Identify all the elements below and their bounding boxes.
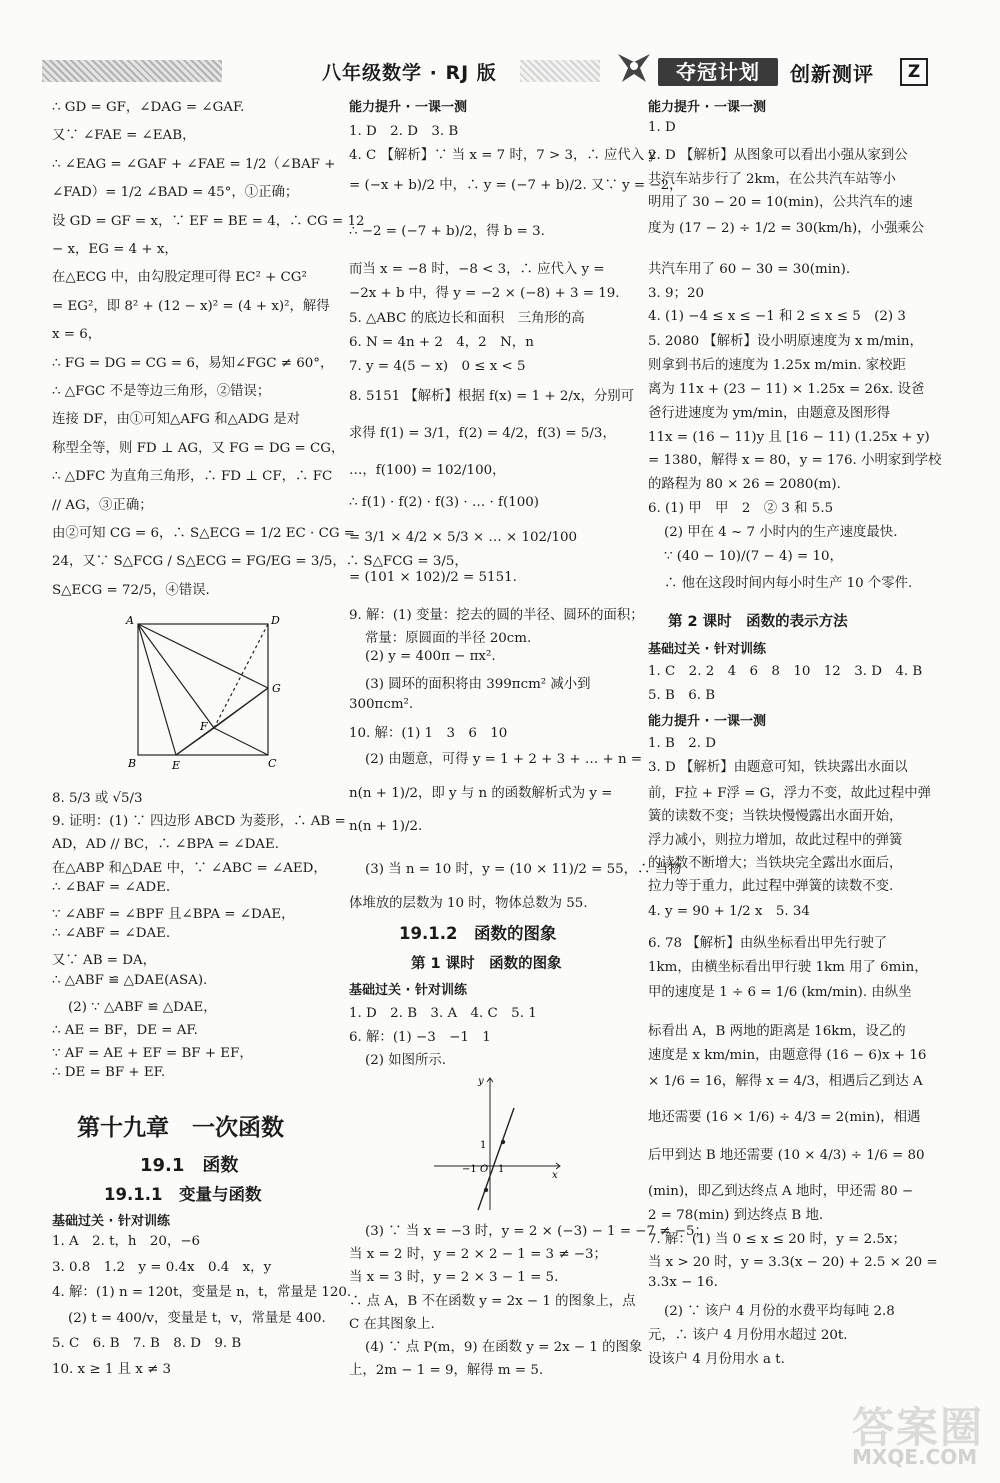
x-tick-neg-one: −1 (462, 1164, 477, 1175)
answer-line: 的路程为 80 × 26 = 2080(m). (648, 477, 841, 492)
brand-subtitle: 创新测评 (790, 62, 874, 86)
answer-line: (min)，即乙到达终点 A 地时，甲还需 80 − (648, 1184, 914, 1199)
answer-line: 10. 解：(1) 1 3 6 10 (349, 726, 508, 741)
answer-line: 速度是 x km/min，由题意得 (16 − 6)x + 16 (648, 1048, 927, 1063)
answer-line: ∴ 他在这段时间内每小时生产 10 个零件. (664, 576, 913, 591)
answer-line: 爸行进速度为 ym/min，由题意及图形得 (648, 406, 891, 421)
answer-line: 7. y = 4(5 − x) 0 ≤ x < 5 (349, 359, 526, 374)
answer-line: 1. D 2. D 3. B (349, 124, 459, 139)
answer-line: 3. 0.8 1.2 y = 0.4x 0.4 x，y (52, 1259, 272, 1275)
answer-line: ∵ AF = AE + EF = BF + EF， (52, 1046, 253, 1062)
x-axis-label: x (552, 1170, 558, 1181)
answer-line: (2) 甲在 4 ~ 7 小时内的生产速度最快. (664, 525, 898, 540)
header-decoration-left (42, 60, 222, 82)
answer-line: 4. (1) −4 ≤ x ≤ −1 和 2 ≤ x ≤ 5 (2) 3 (648, 309, 906, 324)
answer-line: (3) ∵ 当 x = −3 时，y = 2 × (−3) − 1 = −7 ≠ −5； (365, 1224, 708, 1239)
answer-line: ∴ f(1) · f(2) · f(3) · … · f(100) (349, 495, 539, 510)
answer-line: 1. A 2. t，h 20，−6 (52, 1234, 201, 1249)
watermark-text: 答案圈 (852, 1403, 985, 1452)
answer-line: (2) 如图所示. (365, 1053, 447, 1068)
answer-line: 簧的读数不变；当铁块慢慢露出水面开始， (648, 809, 903, 824)
vertex-label-e: E (172, 759, 181, 772)
answer-line: ∴ 点 A，B 不在函数 y = 2x − 1 的图象上，点 (349, 1293, 636, 1309)
answer-line: 3. D 【解析】由题意可知，铁块露出水面以 (648, 760, 908, 775)
answer-line: 5. 2080 【解析】设小明原速度为 x m/min， (648, 334, 923, 349)
answer-line: −2x + b 中，得 y = −2 × (−8) + 3 = 19. (349, 286, 620, 301)
answer-line: (2) 由题意，可得 y = 1 + 2 + 3 + … + n = (365, 752, 643, 767)
answer-line: 11x = (16 − 11)y 且 [16 − 11) (1.25x + y) (648, 430, 930, 445)
square-geometry-figure (118, 612, 293, 774)
answer-line: 6. 解：(1) −3 −1 1 (349, 1029, 491, 1045)
answer-line: ∴ ∠ABF = ∠DAE. (52, 926, 171, 942)
answer-line: x = 6， (52, 327, 102, 343)
answer-line: 共汽车用了 60 − 30 = 30(min). (648, 262, 851, 277)
answer-line: 7. 解：(1) 当 0 ≤ x ≤ 20 时，y = 2.5x； (648, 1232, 906, 1247)
answer-line: 1. C 2. 2 4 6 8 10 12 3. D 4. B (648, 664, 923, 679)
answer-line: 3. 9；20 (648, 286, 704, 301)
answer-line: = EG²，即 8² + (12 − x)² = (4 + x)²，解得 (52, 298, 330, 314)
answer-line: 常量：原圆面的半径 20cm. (365, 631, 532, 646)
brand-edition-box: Z (900, 58, 928, 86)
answer-line: ∴ △FGC 不是等边三角形，②错误； (52, 384, 271, 399)
practice-section-label: 基础过关 · 针对训练 (52, 1214, 170, 1229)
vertex-label-f: F (200, 720, 208, 733)
answer-line: ∵ ∠ABF = ∠BPF 且∠BPA = ∠DAE， (52, 907, 295, 922)
answer-line: 6. 78 【解析】由纵坐标看出甲先行驶了 (648, 936, 888, 951)
vertex-label-d: D (271, 614, 280, 627)
answer-line: n(n + 1)/2，即 y 与 n 的函数解析式为 y = (349, 786, 613, 801)
answer-line: 则拿到书后的速度为 1.25x m/min. 家校距 (648, 358, 906, 373)
answer-line: (2) ∵ △ABF ≌ △DAE， (68, 999, 217, 1015)
answer-line: ∵ (40 − 10)/(7 − 4) = 10， (664, 549, 843, 564)
answer-line: 4. y = 90 + 1/2 x 5. 34 (648, 904, 810, 919)
answer-line: 5. B 6. B (648, 688, 716, 703)
answer-line: C 在其图象上. (349, 1316, 435, 1332)
answer-line: 6. (1) 甲 甲 2 ② 3 和 5.5 (648, 501, 834, 516)
answer-line: 1. D (648, 120, 676, 135)
answer-line: 又∵ ∠FAE = ∠EAB， (52, 128, 196, 144)
answer-line: (3) 圆环的面积将由 399πcm² 减小到 (365, 677, 591, 692)
answer-line: 浮力减小，则拉力增加，故此过程中的弹簧 (648, 833, 903, 848)
answer-line: ∴ △ABF ≌ △DAE(ASA). (52, 972, 208, 988)
answer-line: ∴ −2 = (−7 + b)/2，得 b = 3. (349, 224, 545, 239)
answer-line: 当 x > 20 时，y = 3.3(x − 20) + 2.5 × 20 = (648, 1255, 938, 1270)
answer-line: 求得 f(1) = 3/1，f(2) = 4/2，f(3) = 5/3， (349, 426, 616, 441)
answer-line: 2 = 78(min) 到达终点 B 地. (648, 1208, 824, 1223)
chapter-title: 第十九章 一次函数 (77, 1115, 284, 1141)
answer-line: 5. C 6. B 7. B 8. D 9. B (52, 1336, 242, 1351)
answer-line: 设 GD = GF = x，∵ EF = BE = 4，∴ CG = 12 (52, 213, 365, 229)
answer-line: 又∵ AB = DA， (52, 953, 157, 969)
answer-line: …，f(100) = 102/100， (349, 463, 506, 478)
answer-line: S△ECG = 72/5，④错误. (52, 582, 210, 598)
answer-line: 1. D 2. B 3. A 4. C 5. 1 (349, 1006, 537, 1021)
y-axis-label: y (478, 1076, 484, 1087)
brand-name: 夺冠计划 (658, 58, 778, 86)
graph-point (484, 1188, 488, 1192)
x-tick-one: 1 (498, 1164, 505, 1175)
answer-line: 元，∴ 该户 4 月份用水超过 20t. (648, 1328, 848, 1343)
answer-line: ∴ ∠BAF = ∠ADE. (52, 879, 171, 895)
answer-line: 甲的速度是 1 ÷ 6 = 1/6 (km/min). 由纵坐 (648, 985, 912, 1000)
answer-line: 6. N = 4n + 2 4，2 N，n (349, 335, 534, 350)
answer-line: = (101 × 102)/2 = 5151. (349, 570, 517, 585)
header-decoration-right (520, 60, 600, 82)
answer-line: 连接 DF，由①可知△AFG 和△ADG 是对 (52, 412, 301, 428)
answer-line: 拉力等于重力，此过程中弹簧的读数不变. (648, 879, 894, 894)
answer-line: 明用了 30 − 20 = 10(min)，公共汽车的速 (648, 195, 913, 210)
answer-line: 3.3x − 16. (648, 1275, 718, 1290)
answer-line: − x，EG = 4 + x， (52, 242, 178, 257)
watermark-url: MXQE.COM (852, 1445, 978, 1469)
answer-line: ∴ △DFC 为直角三角形，∴ FD ⊥ CF，∴ FC (52, 469, 333, 485)
answer-line: = 3/1 × 4/2 × 5/3 × … × 102/100 (349, 530, 578, 545)
answer-line: (3) 当 n = 10 时，y = (10 × 11)/2 = 55，∴ 当物 (365, 862, 682, 877)
answer-line: ∴ AE = BF，DE = AF. (52, 1023, 198, 1038)
watermark (852, 1395, 992, 1475)
vertex-label-g: G (272, 682, 281, 695)
answer-line: 设该户 4 月份用水 a t. (648, 1352, 785, 1367)
answer-line: 10. x ≥ 1 且 x ≠ 3 (52, 1361, 172, 1377)
answer-line: 300πcm². (349, 697, 414, 712)
practice-section-label: 基础过关 · 针对训练 (648, 642, 766, 657)
answer-line: = (−x + b)/2 中，∴ y = (−7 + b)/2. 又∵ y = −2， (349, 178, 683, 193)
practice-section-label: 能力提升 · 一课一测 (648, 100, 766, 115)
trophy-icon (612, 48, 656, 90)
answer-line: = 1380，解得 x = 80，y = 176. 小明家到学校 (648, 453, 942, 468)
answer-line: 2. D 【解析】从图象可以看出小强从家到公 (648, 148, 908, 163)
linear-function-graph (428, 1072, 568, 1214)
answer-line: 后甲到达 B 地还需要 (10 × 4/3) ÷ 1/6 = 80 (648, 1148, 925, 1163)
subsection-title: 19.1.2 函数的图象 (399, 924, 557, 943)
answer-line: 当 x = 2 时，y = 2 × 2 − 1 = 3 ≠ −3； (349, 1247, 607, 1263)
answer-line: 9. 证明：(1) ∵ 四边形 ABCD 为菱形，∴ AB = (52, 814, 346, 830)
page-header (0, 0, 1000, 95)
practice-section-label: 基础过关 · 针对训练 (349, 983, 467, 998)
answer-line: 5. △ABC 的底边长和面积 三角形的高 (349, 311, 585, 326)
origin-label: O (480, 1164, 489, 1175)
answer-line: 在△ECG 中，由勾股定理可得 EC² + CG² (52, 270, 307, 286)
answer-line: n(n + 1)/2. (349, 819, 423, 834)
answer-line: 标看出 A，B 两地的距离是 16km，设乙的 (648, 1024, 906, 1039)
lesson-title: 第 2 课时 函数的表示方法 (668, 614, 848, 630)
section-title: 19.1 函数 (140, 1155, 239, 1176)
answer-line: ∴ ∠EAG = ∠GAF + ∠FAE = 1/2（∠BAF + (52, 156, 336, 172)
answer-line: 8. 5151 【解析】根据 f(x) = 1 + 2/x，分别可 (349, 389, 635, 404)
answer-line: 而当 x = −8 时，−8 < 3，∴ 应代入 y = (349, 262, 605, 277)
vertex-label-b: B (128, 757, 137, 770)
answer-line: ∴ DE = BF + EF. (52, 1065, 166, 1081)
answer-line: AD，AD // BC，∴ ∠BPA = ∠DAE. (52, 837, 280, 853)
book-title: 八年级数学 · RJ 版 (322, 62, 497, 84)
practice-section-label: 能力提升 · 一课一测 (349, 100, 467, 115)
answer-line: 离为 11x + (23 − 11) × 1.25x = 26x. 设爸 (648, 382, 925, 397)
answer-line: (4) ∵ 点 P(m，9) 在函数 y = 2x − 1 的图象 (365, 1340, 643, 1355)
answer-line: 前，F拉 + F浮 = G，浮力不变，故此过程中弹 (648, 786, 931, 801)
y-tick-one: 1 (480, 1140, 487, 1151)
answer-line: // AG，③正确； (52, 497, 153, 513)
answer-line: 9. 解：(1) 变量：挖去的圆的半径、圆环的面积； (349, 608, 644, 623)
answer-line: 24，又∵ S△FCG / S△ECG = FG/EG = 3/5，∴ S△FCG = 3/5， (52, 554, 468, 570)
practice-section-label: 能力提升 · 一课一测 (648, 714, 766, 729)
answer-line: 1km，由横坐标看出甲行驶 1km 用了 6min， (648, 960, 928, 975)
answer-line: 地还需要 (16 × 1/6) ÷ 4/3 = 2(min)，相遇 (648, 1110, 921, 1125)
lesson-title: 第 1 课时 函数的图象 (411, 956, 562, 972)
answer-line: 共汽车站步行了 2km，在公共汽车站等小 (648, 172, 896, 187)
answer-line: 体堆放的层数为 10 时，物体总数为 55. (349, 896, 588, 911)
answer-line: ∴ GD = GF，∠DAG = ∠GAF. (52, 100, 245, 115)
answer-line: 称型全等，则 FD ⊥ AG，又 FG = DG = CG， (52, 440, 345, 456)
vertex-label-a: A (126, 614, 134, 627)
graph-point (501, 1140, 505, 1144)
answer-line: 当 x = 3 时，y = 2 × 3 − 1 = 5. (349, 1270, 559, 1286)
answer-line: ∠FAD）= 1/2 ∠BAD = 45°，①正确； (52, 185, 299, 201)
answer-line: 在△ABP 和△DAE 中，∵ ∠ABC = ∠AED， (52, 860, 327, 876)
answer-line: 4. C 【解析】∵ 当 x = 7 时，7 > 3，∴ 应代入 y (349, 148, 657, 163)
answer-line: 4. 解：(1) n = 120t，变量是 n，t，常量是 120. (52, 1285, 352, 1300)
answer-line: × 1/6 = 16，解得 x = 4/3，相遇后乙到达 A (648, 1074, 923, 1089)
answer-line: 1. B 2. D (648, 736, 717, 751)
answer-line: 度为 (17 − 2) ÷ 1/2 = 30(km/h)，小强乘公 (648, 221, 925, 236)
vertex-label-c: C (268, 757, 277, 770)
answer-line: 由②可知 CG = 6，∴ S△ECG = 1/2 EC · CG = (52, 526, 355, 541)
answer-line: (2) ∵ 该户 4 月份的水费平均每吨 2.8 (664, 1304, 895, 1319)
answer-line: 8. 5/3 或 √5/3 (52, 791, 143, 806)
answer-line: (2) t = 400/v，变量是 t，v，常量是 400. (68, 1310, 326, 1326)
subsection-title: 19.1.1 变量与函数 (104, 1185, 262, 1204)
answer-line: ∴ FG = DG = CG = 6，易知∠FGC ≠ 60°， (52, 355, 334, 371)
answer-line: 的读数不断增大；当铁块完全露出水面后， (648, 856, 903, 871)
answer-line: 上，2m − 1 = 9，解得 m = 5. (349, 1363, 544, 1379)
answer-line: (2) y = 400π − πx². (365, 649, 496, 664)
